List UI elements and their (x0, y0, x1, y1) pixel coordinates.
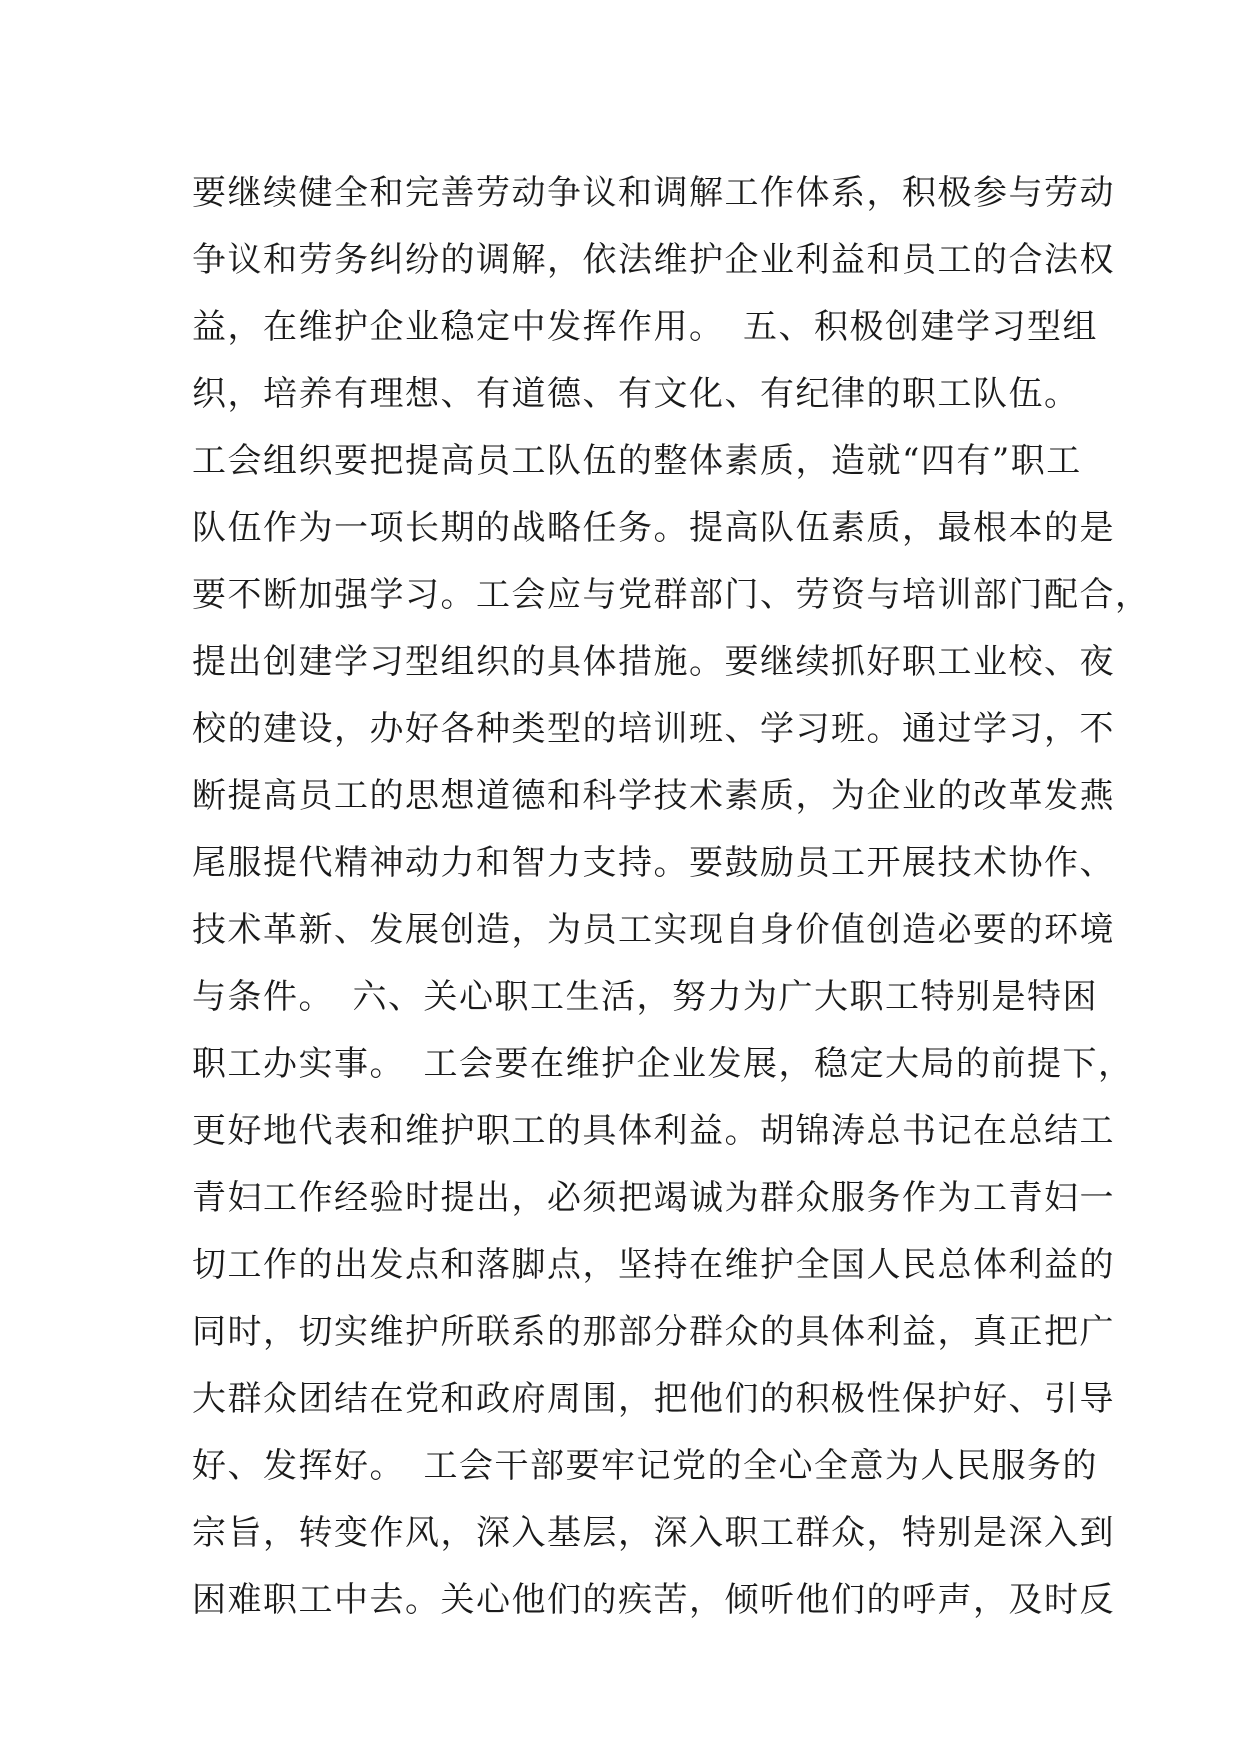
text-line-9: 校的建设，办好各种类型的培训班、学习班。通过学习，不 (192, 709, 1115, 749)
text-line-6: 队伍作为一项长期的战略任务。提高队伍素质，最根本的是 (192, 508, 1115, 548)
text-line-20: 好、发挥好。 工会干部要牢记党的全心全意为人民服务的 (192, 1446, 1098, 1486)
text-line-21: 宗旨，转变作风，深入基层，深入职工群众，特别是深入到 (192, 1513, 1115, 1553)
text-line-13: 与条件。 六、关心职工生活，努力为广大职工特别是特困 (192, 977, 1098, 1017)
text-line-15: 更好地代表和维护职工的具体利益。胡锦涛总书记在总结工 (192, 1111, 1115, 1151)
text-line-19: 大群众团结在党和政府周围，把他们的积极性保护好、引导 (192, 1379, 1115, 1419)
text-line-16: 青妇工作经验时提出，必须把竭诚为群众服务作为工青妇一 (192, 1178, 1115, 1218)
text-line-22: 困难职工中去。关心他们的疾苦，倾听他们的呼声，及时反 (192, 1580, 1115, 1620)
body-text (192, 160, 1151, 1634)
text-line-11: 尾服提代精神动力和智力支持。要鼓励员工开展技术协作、 (192, 843, 1115, 883)
text-line-17: 切工作的出发点和落脚点，坚持在维护全国人民总体利益的 (192, 1245, 1115, 1285)
text-line-18: 同时，切实维护所联系的那部分群众的具体利益，真正把广 (192, 1312, 1115, 1352)
text-line-2: 争议和劳务纠纷的调解，依法维护企业利益和员工的合法权 (192, 240, 1115, 280)
text-line-1: 要继续健全和完善劳动争议和调解工作体系，积极参与劳动 (192, 173, 1115, 213)
text-line-8: 提出创建学习型组织的具体措施。要继续抓好职工业校、夜 (192, 642, 1115, 682)
text-line-5: 工会组织要把提高员工队伍的整体素质，造就“四有”职工 (192, 441, 1082, 481)
text-line-10: 断提高员工的思想道德和科学技术素质，为企业的改革发燕 (192, 776, 1115, 816)
text-line-14: 职工办实事。 工会要在维护企业发展，稳定大局的前提下， (192, 1044, 1134, 1084)
text-line-4: 织，培养有理想、有道德、有文化、有纪律的职工队伍。 (192, 374, 1080, 414)
text-line-7: 要不断加强学习。工会应与党群部门、劳资与培训部门配合， (192, 575, 1151, 615)
text-line-12: 技术革新、发展创造，为员工实现自身价值创造必要的环境 (192, 910, 1115, 950)
text-line-3: 益，在维护企业稳定中发挥作用。 五、积极创建学习型组 (192, 307, 1098, 347)
